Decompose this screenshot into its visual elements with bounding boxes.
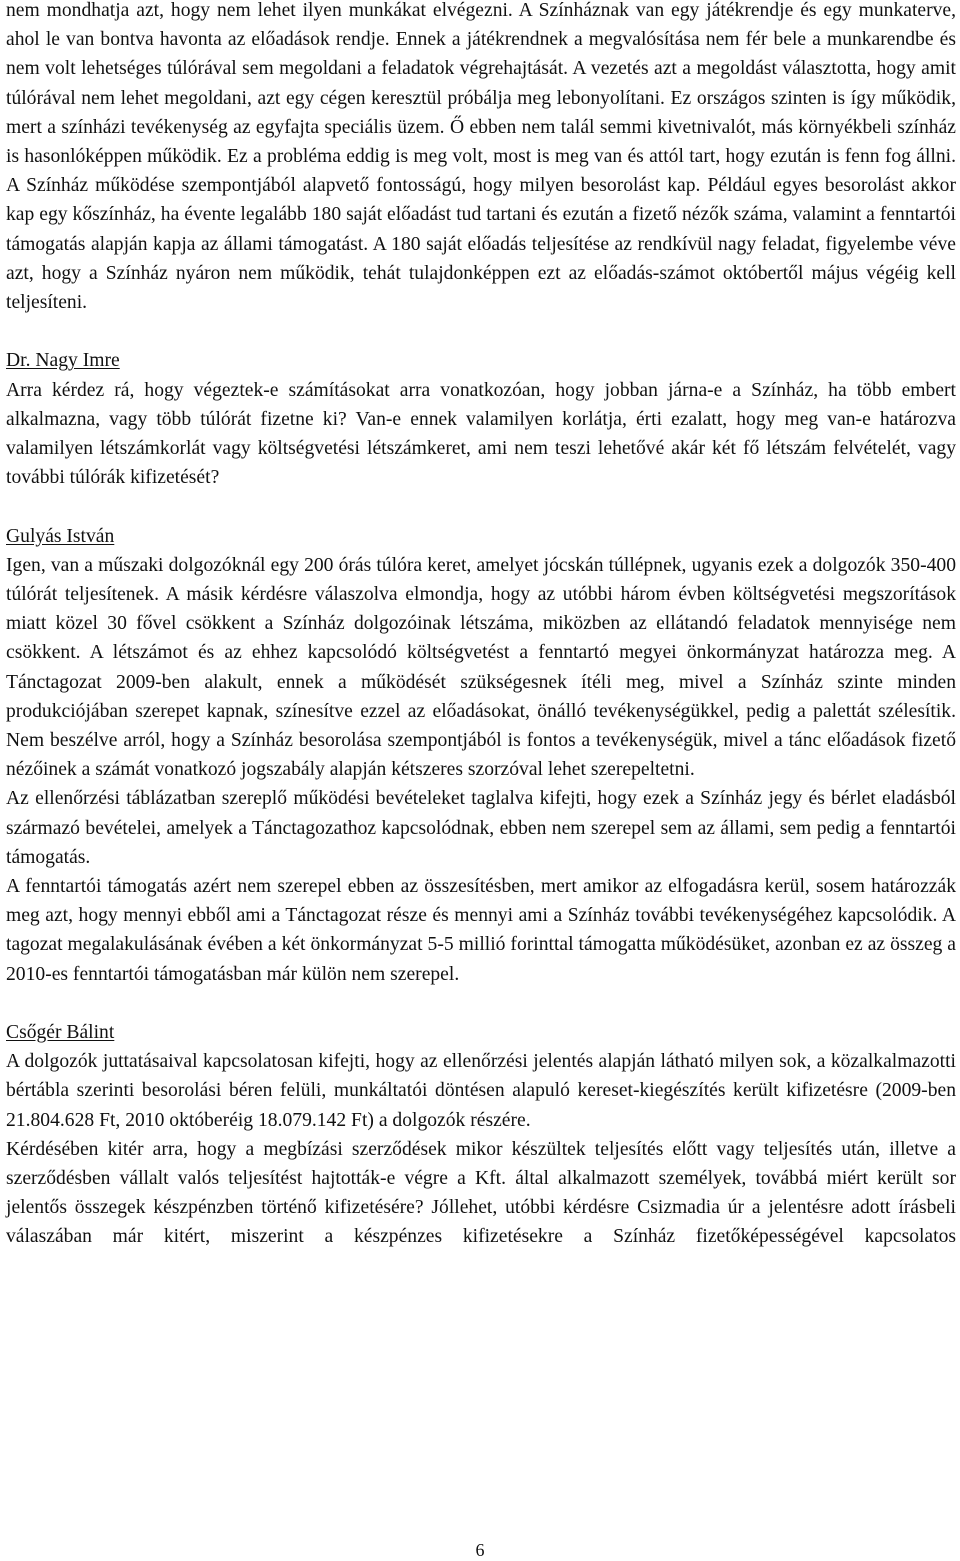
paragraph-gap xyxy=(6,989,956,1018)
page-number: 6 xyxy=(475,1540,485,1560)
body-paragraph: Arra kérdez rá, hogy végeztek-e számításokat arra vonatkozóan, hogy jobban járna-e a Színház, ha több embert alkalmazna, vagy több túlórát fizetne ki? Van-e ennek valamilyen korlátja, érti ezalatt, hogy meg van-e határozva valamilyen létszámkorlát vagy költségvetési létszámkeret, ami nem teszi lehetővé akár két fő létszám felvételét, vagy további túlórák kifizetését? xyxy=(6,379,956,489)
body-paragraph: Kérdésében kitér arra, hogy a megbízási szerződések mikor készültek teljesítés előtt vagy teljesítés után, illetve a szerződésben vállalt valós teljesítést hajtották-e végre a Kft. által alkalmazott személyek, továbbá miért került sor jelentős összegek készpénzben történő kifizetésére? Jóllehet, utóbbi kérdésre Csizmadia úr a jelentésre adott írásbeli válaszában már kitért, miszerint a készpénzes kifizetésekre a Színház fizetőképességével kapcsolatos xyxy=(6,1138,956,1248)
body-paragraph: A dolgozók juttatásaival kapcsolatosan kifejti, hogy az ellenőrzési jelentés alapján látható milyen sok, a közalkalmazotti bértábla szerinti besorolási béren felüli, munkáltatói döntésen alapuló kereset-kiegészítés került kifizetésre (2009-ben 21.804.628 Ft, 2010 októberéig 18.079.142 Ft) a dolgozók részére. xyxy=(6,1051,956,1131)
body-paragraph: Igen, van a műszaki dolgozóknál egy 200 órás túlóra keret, amelyet jócskán túllépnek, ugyanis ezek a dolgozók 350-400 túlórát teljesítenek. A másik kérdésre válaszolva elmondja, hogy az utóbbi három évben költségvetési megszorítások miatt közel 30 fővel csökkent a Színház dolgozóinak létszáma, miközben az ellátandó feladatok mennyisége nem csökkent. A létszámot és az ehhez kapcsolódó költségvetést a fenntartó megyei önkormányzat határozza meg. A Tánctagozat 2009-ben alakult, ennek a működését szükségesnek ítéli meg, mivel a Színház szinte minden produkciójában szerepet kapnak, színesítve ezzel az előadásokat, önálló tevékenységükkel, pedig a palettát szélesítik. Nem beszélve arról, hogy a Színház besorolása szempontjából is fontos a tevékenységük, mivel a tánc előadások fizető nézőinek a számát vonatkozó jogszabály alapján kétszeres szorzóval lehet szerepeltetni. xyxy=(6,554,956,781)
paragraph-gap xyxy=(6,492,956,521)
document-page xyxy=(6,0,956,1252)
body-paragraph: Az ellenőrzési táblázatban szereplő működési bevételeket taglalva kifejti, hogy ezek a Színház jegy és bérlet eladásból származó bevételei, amelyek a Tánctagozathoz kapcsolódnak, ebben nem szerepel sem az állami, sem pedig a fenntartói támogatás. xyxy=(6,788,956,868)
speaker-name: Gulyás István xyxy=(6,525,115,547)
paragraph-gap xyxy=(6,317,956,346)
speaker-name: Csőgér Bálint xyxy=(6,1022,115,1044)
body-paragraph: A fenntartói támogatás azért nem szerepel ebben az összesítésben, mert amikor az elfogadásra kerül, sosem határozzák meg azt, hogy mennyi ebből ami a Tánctagozat része és mennyi ami a Színház további tevékenységéhez kapcsolódik. A tagozat megalakulásának évében a két önkormányzat 5-5 millió forinttal támogatta működésüket, azonban ez az összeg a 2010-es fenntartói támogatásban már külön nem szerepel. xyxy=(6,876,956,985)
body-paragraph: nem mondhatja azt, hogy nem lehet ilyen munkákat elvégezni. A Színháznak van egy játékrendje és egy munkaterve, ahol le van bontva havonta az előadások rendje. Ennek a játékrendnek a megvalósítása nem fér bele a munkarendbe és nem volt lehetséges túlórával sem megoldani a feladatok végrehajtását. A vezetés azt a megoldást választotta, hogy amit túlórával nem lehet megoldani, azt egy cégen keresztül próbálja meg lebonyolítani. Ez országos szinten is így működik, mert a színházi tevékenység az egyfajta speciális üzem. Ő ebben nem talál semmi kivetnivalót, más környékbeli színház is hasonlóképpen működik. Ez a probléma eddig is meg volt, most is meg van és attól tart, hogy ezután is fenn fog állni. A Színház működése szempontjából alapvető fontosságú, hogy milyen besorolást kap. Például egyes besorolást akkor kap egy kőszínház, ha évente legalább 180 saját előadást tud tartani és ezután a fizető nézők száma, valamint a fenntartói támogatás alapján kapja az állami támogatást. A 180 saját előadás teljesítése az rendkívül nagy feladat, figyelembe véve azt, hogy a Színház nyáron nem működik, tehát tulajdonképpen ezt az előadás-számot októbertől május végéig kell teljesíteni. xyxy=(6,0,956,314)
speaker-name: Dr. Nagy Imre xyxy=(6,350,120,372)
